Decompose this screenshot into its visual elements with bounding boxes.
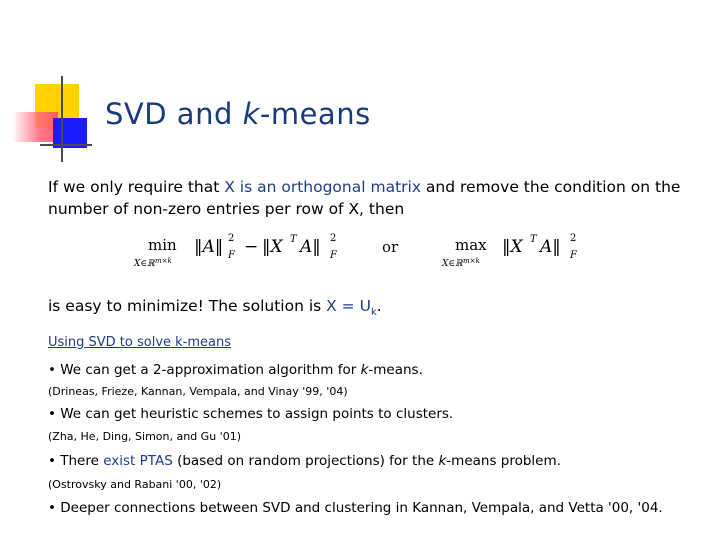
solution-line (48, 295, 382, 324)
logo-horizontal-line (40, 144, 92, 146)
formula-sq-2: 2 (330, 233, 337, 244)
intro-highlight: X is an orthogonal matrix (224, 178, 421, 196)
formula-max-subscript-sup: m×k (463, 257, 480, 265)
solution-subscript: k (370, 307, 377, 319)
formula-F-3: F (570, 250, 577, 261)
slide-title (105, 97, 371, 131)
logo-vertical-line (61, 76, 63, 162)
formula-F-1: F (228, 250, 235, 261)
intro-text-1: If we only require that (48, 178, 225, 196)
citation-3: (Ostrovsky and Rabani '00, '02) (48, 478, 222, 491)
bullet-3-text-mid: (based on random projections) for the (172, 453, 439, 469)
bullet-2-text: • We can get heuristic schemes to assign points to clusters. (48, 406, 454, 422)
bullet-item-1 (48, 362, 423, 378)
slide-logo-decoration (10, 72, 90, 162)
formula-or: or (382, 238, 399, 256)
bullet-item-2 (48, 406, 453, 422)
formula-max-subscript: X∈ℝ (442, 259, 463, 269)
formula-norm-X: ‖X (262, 237, 283, 257)
solution-highlight: X = U (326, 297, 371, 315)
bullet-1-italic: k (360, 362, 369, 378)
bullet-3-italic: k (438, 453, 447, 469)
formula-sq-3: 2 (570, 233, 577, 244)
bullet-item-4 (48, 500, 663, 516)
formula-A-close-2: A‖ (540, 237, 561, 257)
bullet-3-text-end: -means problem. (446, 453, 561, 469)
bullet-3-text: • There (48, 453, 104, 469)
citation-1: (Drineas, Frieze, Kannan, Vempala, and Vinay '99, '04) (48, 385, 348, 398)
formula-T-2: T (530, 234, 537, 245)
solution-period: . (376, 297, 382, 315)
title-suffix: -means (259, 97, 371, 131)
bullet-3-highlight: exist PTAS (103, 453, 173, 469)
formula-min-subscript-sup: m×k (155, 257, 172, 265)
citation-2: (Zha, He, Ding, Simon, and Gu '01) (48, 430, 241, 443)
bullet-1-text: • We can get a 2-approximation algorithm for (48, 362, 361, 378)
formula-min-subscript: X∈ℝ (134, 259, 155, 269)
bullet-item-3 (48, 453, 561, 469)
formula-T-1: T (290, 234, 297, 245)
formula-minus: − (244, 237, 259, 257)
logo-red-square (12, 112, 58, 142)
formula-max: max (455, 236, 487, 254)
solution-text: is easy to minimize! The solution is (48, 297, 327, 315)
intro-text-2: and remove the condition on the number of non-zero entries per row of X, then (48, 178, 681, 218)
section-heading: Using SVD to solve k-means (48, 335, 232, 350)
title-prefix: SVD and (105, 97, 243, 131)
bullet-4-text: • Deeper connections between SVD and clustering in Kannan, Vempala, and Vetta '00, '04. (48, 500, 663, 516)
formula-norm-X-2: ‖X (502, 237, 523, 257)
optimization-formula (120, 228, 600, 272)
formula-sq-1: 2 (228, 233, 235, 244)
formula-A-close-1: A‖ (300, 237, 321, 257)
bullet-1-text-end: -means. (368, 362, 423, 378)
formula-norm-A: ‖A‖ (194, 237, 224, 257)
formula-min: min (148, 236, 177, 254)
intro-paragraph (48, 176, 688, 220)
title-italic-k: k (242, 97, 260, 131)
formula-F-2: F (330, 250, 337, 261)
